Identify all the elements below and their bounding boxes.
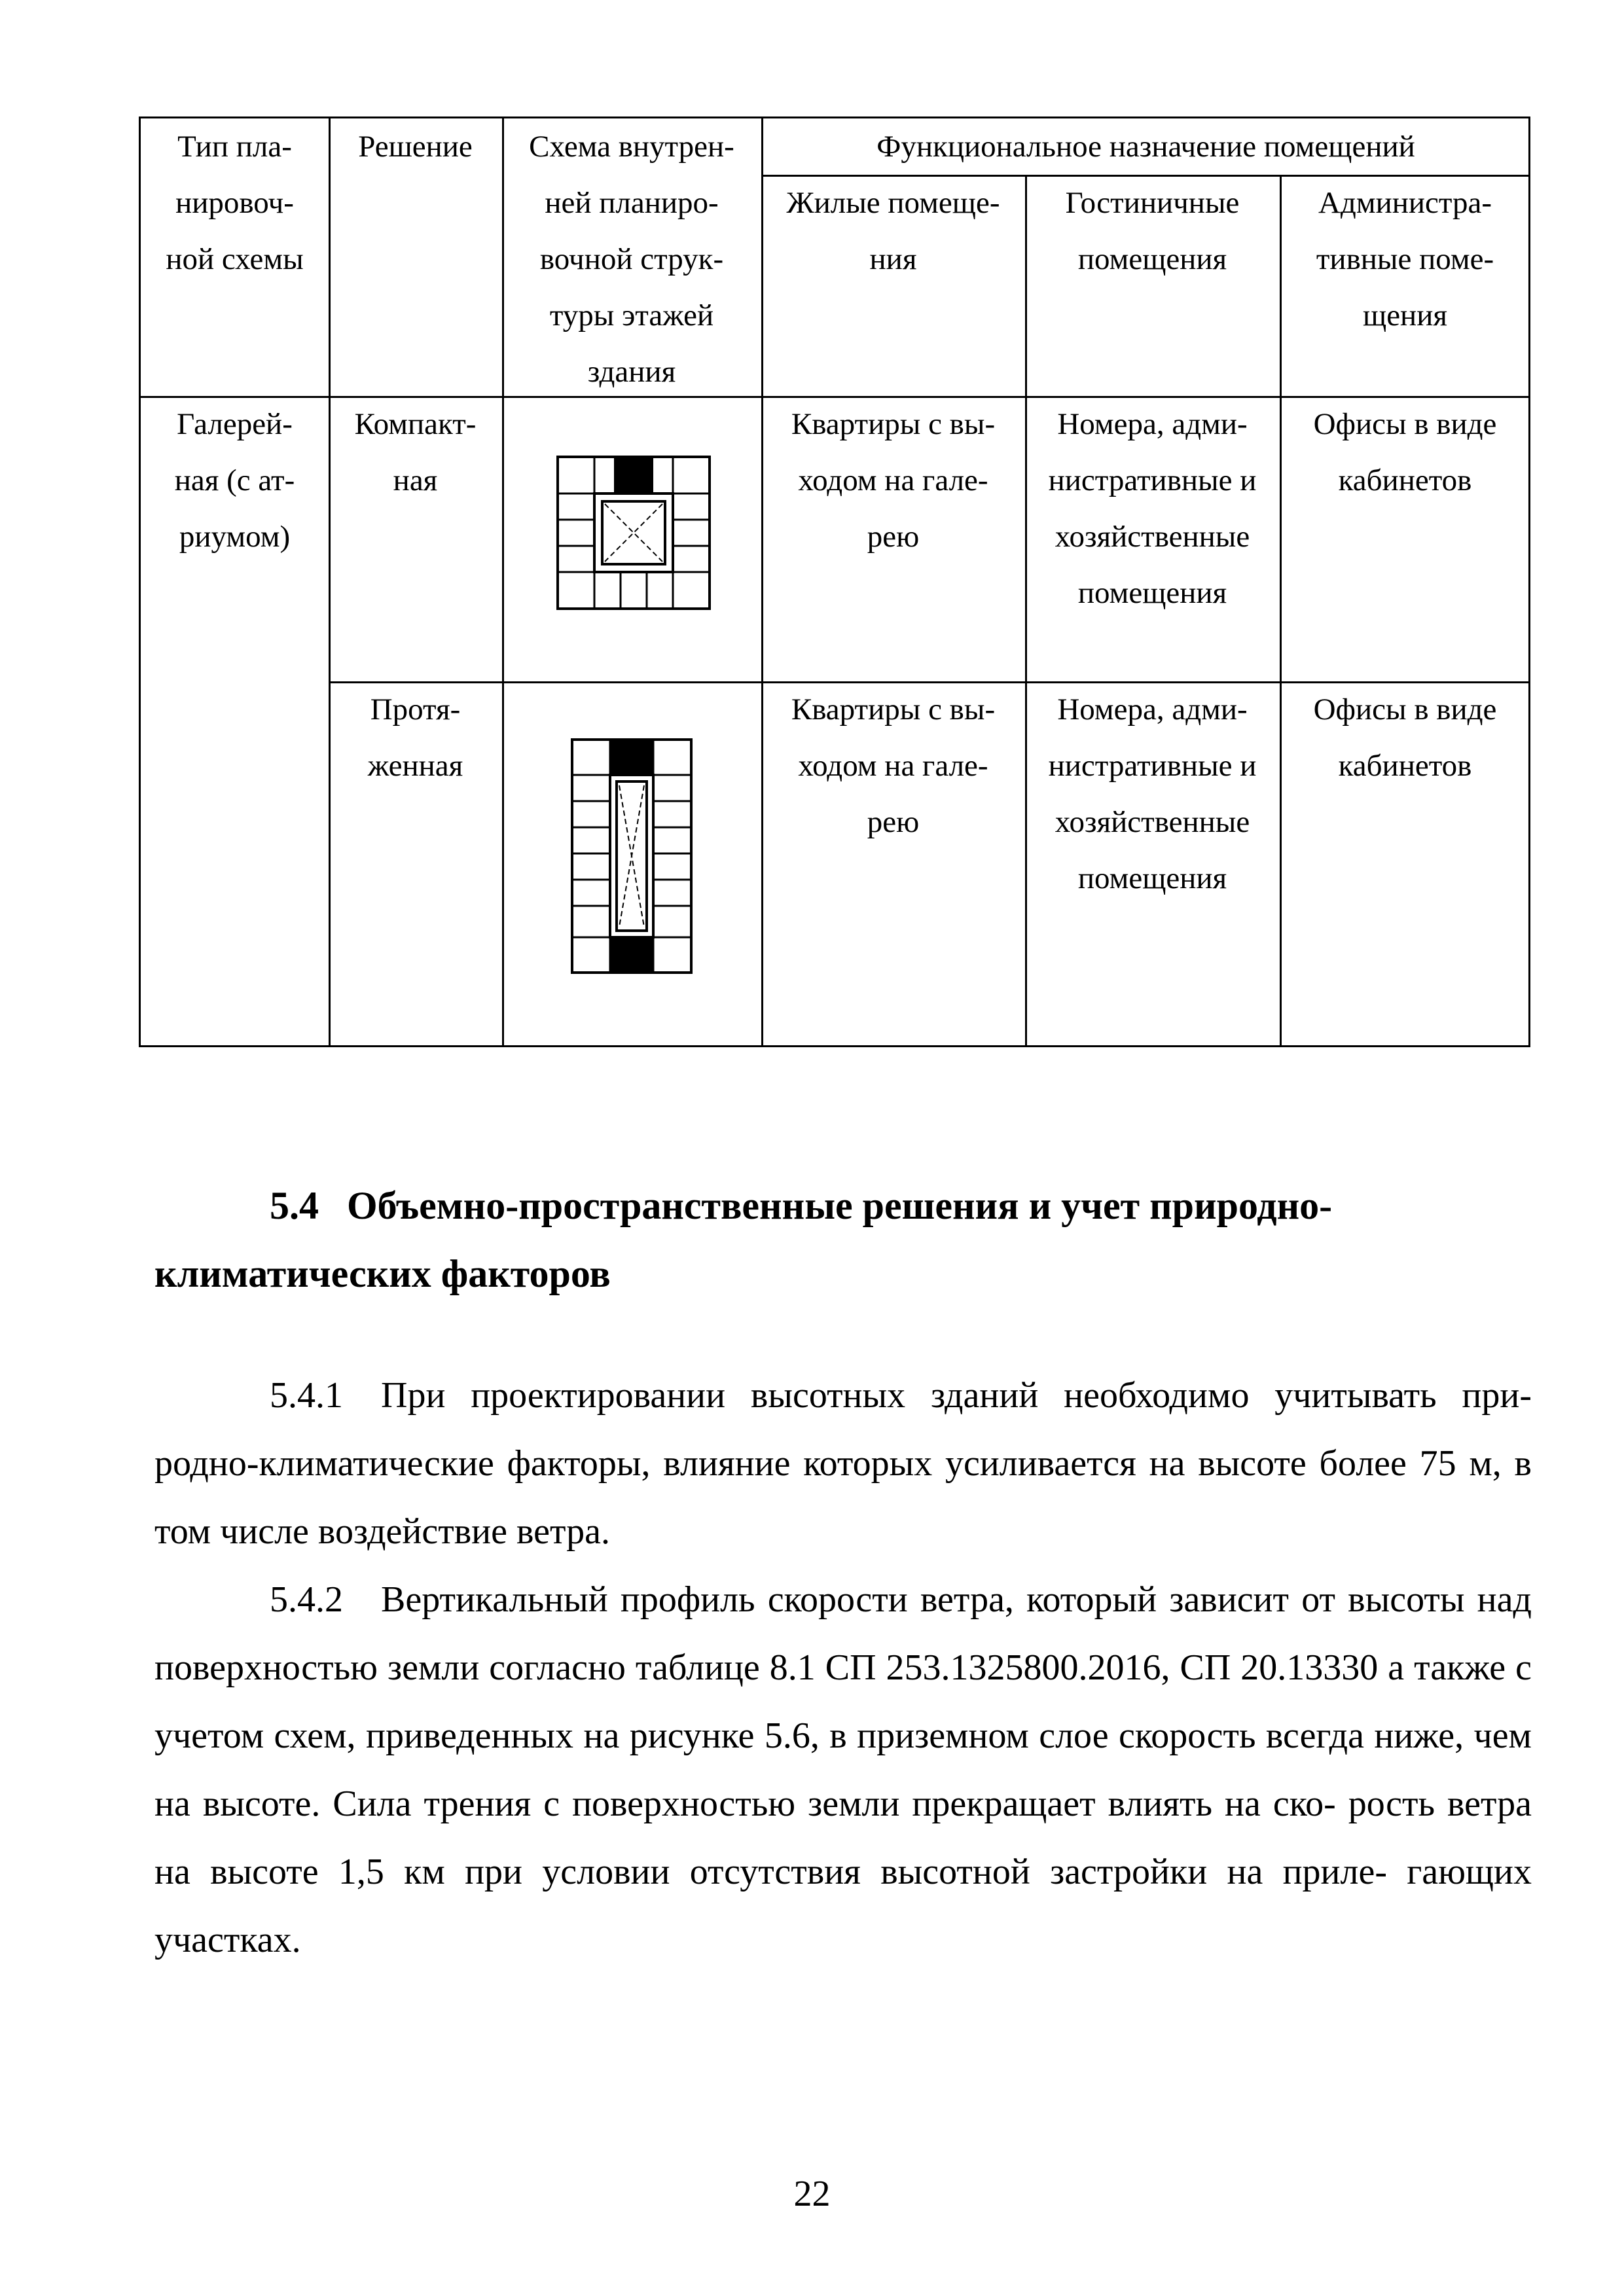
- header-functional: Функциональное назначение помещений: [876, 130, 1415, 164]
- header-residential: Жилые помеще- ния: [786, 186, 1000, 276]
- header-hotel: Гостиничные помещения: [1065, 186, 1240, 276]
- row2-residential: Квартиры с вы- ходом на гале- рею: [791, 692, 996, 839]
- paragraph-5-4-1: [154, 1361, 1532, 1566]
- section-number: 5.4: [270, 1184, 319, 1227]
- row1-hotel: Номера, адми- нистративные и хозяйственные помещения: [1048, 407, 1257, 610]
- row2-hotel: Номера, адми- нистративные и хозяйственные помещения: [1048, 692, 1257, 895]
- extended-atrium-plan-icon: [571, 738, 693, 974]
- row2-administrative: Офисы в виде кабинетов: [1313, 692, 1497, 783]
- paragraph-number: 5.4.1: [270, 1375, 343, 1416]
- section-heading: [154, 1172, 1529, 1308]
- row2-solution: Протя- женная: [367, 692, 463, 783]
- page-number: 22: [793, 2174, 831, 2214]
- row1-administrative: Офисы в виде кабинетов: [1313, 407, 1497, 497]
- paragraph-5-4-2: [154, 1566, 1532, 1974]
- header-scheme: Схема внутрен- ней планиро- вочной струк- туры этажей здания: [529, 130, 734, 389]
- paragraph-text: Вертикальный профиль скорости ветра, который зависит от высоты над поверхностью земли согласно таблице 8.1 СП 253.1325800.2016, СП 20.13330 а также с учетом схем, приведенных на рисунке 5.6, в приземном слое скорость всегда ниже, чем на высоте. Сила трения с поверхностью земли прекращает влиять на ско- рость ветра на высоте 1,5 км при условии отсутствия высотной застройки на приле- гающих участках.: [154, 1579, 1532, 1960]
- header-administrative: Администра- тивные поме- щения: [1316, 186, 1494, 332]
- group-type-cell: Галерей- ная (с ат- риумом): [174, 407, 295, 554]
- header-type: Тип пла- нировоч- ной схемы: [166, 130, 304, 276]
- row1-solution: Компакт- ная: [354, 407, 477, 497]
- row1-residential: Квартиры с вы- ходом на гале- рею: [791, 407, 996, 554]
- section-title-line1: Объемно-пространственные решения и учет природно-: [347, 1184, 1333, 1227]
- paragraph-text: При проектировании высотных зданий необходимо учитывать при- родно-климатические факторы, влияние которых усиливается на высоте более 75 м, в том числе воздействие ветра.: [154, 1375, 1532, 1552]
- compact-atrium-plan-icon: [556, 456, 711, 610]
- table-divider: [329, 118, 331, 1045]
- planning-schemes-table: [139, 117, 1530, 1047]
- section-title-line2: климатических факторов: [154, 1252, 611, 1295]
- header-solution: Решение: [358, 130, 473, 164]
- paragraph-number: 5.4.2: [270, 1579, 343, 1620]
